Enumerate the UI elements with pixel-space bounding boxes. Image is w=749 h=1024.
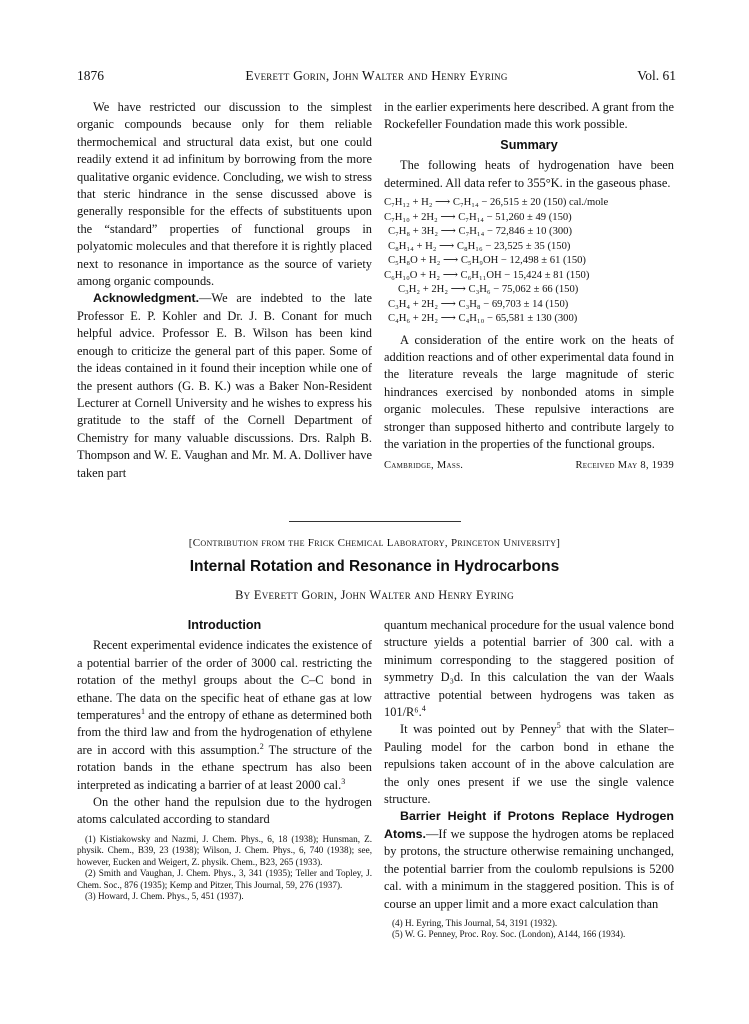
- barrier-paragraph: [384, 808, 674, 912]
- barrier-text: —If we suppose the hydrogen atoms be replaced by protons, the structure otherwise remaining unchanged, the potential barrier from the coulomb repulsions is 5200 cal. with a minimum in the staggered position. This is of course an upper limit and a more exact calculation than: [384, 826, 674, 911]
- reaction-line: C₄H₆ + 2H₂ ⟶ C₄H₁₀ − 65,581 ± 130 (300): [388, 313, 578, 325]
- valence-paragraph: [384, 617, 674, 721]
- introduction-heading: Introduction: [187, 618, 262, 632]
- penney-text: that with the Slater–Pauling model for the carbon bond in ethane the repulsions taken account of in the above calculation are the only ones present if we use the single valence structure.: [384, 722, 674, 807]
- article-right-column: [384, 617, 674, 941]
- reaction-line: C₆H₁₀O + H₂ ⟶ C₆H₁₁OH − 15,424 ± 81 (150): [384, 269, 590, 281]
- reaction-line: C₇H₁₀ + 2H₂ ⟶ C₇H₁₄ − 51,260 ± 49 (150): [384, 211, 572, 223]
- reaction-line: C₅H₈O + H₂ ⟶ C₅H₉OH − 12,498 ± 61 (150): [388, 255, 586, 267]
- prev-article-right-column: [384, 99, 674, 475]
- footnote-ref: 3: [341, 776, 346, 786]
- footnote: (4) H. Eyring, This Journal, 54, 3191 (1932).: [392, 917, 558, 928]
- footnote: (1) Kistiakowsky and Nazmi, J. Chem. Phys., 6, 18 (1938); Hunsman, Z. physik. Chem., B39, 23 (1938); Wilson, J. Chem. Phys., 6, 740 (1938); see, however, Eucken and Weigert, Z. physik. Chem., B23, 265 (1933).: [77, 833, 372, 867]
- footnote-ref: 4: [421, 703, 426, 713]
- acknowledgment-text: —We are indebted to the late Professor E. P. Kohler and Dr. J. B. Conant for much helpful advice. Professor E. B. Wilson has been kind enough to criticize the general part of this paper. Some of the ideas contained in it found their inception while one of the present authors (G. B. K.) was a Baker Non-Resident Lecturer at Cornell University and he wishes to express his gratitude to the staff of the Cornell Department of Chemistry for many valuable discussions. Drs. Ralph B. Thompson and W. E. Vaughan and Mr. M. A. Dolliver have taken part: [77, 291, 372, 480]
- received-date: Received May 8, 1939: [575, 460, 674, 472]
- footnotes-right: [384, 918, 674, 941]
- location-label: Cambridge, Mass.: [384, 460, 464, 472]
- reaction-line: C₇H₈ + 3H₂ ⟶ C₇H₁₄ − 72,846 ± 10 (300): [388, 226, 572, 238]
- valence-text: quantum mechanical procedure for the usual valence bond structure yields a potential barrier of 300 cal. with a minimum corresponding to the staggered position of symmetry D₃d. In this calculation the van der Waals attractive potential between hydrogens was taken as 101/R⁶.: [384, 618, 674, 720]
- acknowledgment-continued: in the earlier experiments here described. A grant from the Rockefeller Foundation made this work possible.: [384, 100, 674, 132]
- acknowledgment-paragraph: [77, 290, 372, 481]
- section-divider: [289, 521, 461, 522]
- footnote-ref: 1: [141, 706, 145, 716]
- article-title: Internal Rotation and Resonance in Hydrocarbons: [189, 558, 560, 575]
- footnote: (5) W. G. Penney, Proc. Roy. Soc. (London), A144, 166 (1934).: [392, 929, 626, 940]
- footnotes-left: [77, 834, 372, 902]
- reaction-line: C₃H₄ + 2H₂ ⟶ C₃H₈ − 69,703 ± 14 (150): [388, 298, 569, 310]
- footnote-ref: 2: [259, 741, 264, 751]
- repulsion-paragraph: On the other hand the repulsion due to the hydrogen atoms calculated according to standard: [77, 795, 372, 827]
- barrier-heading: Barrier Height if Protons Replace Hydrogen Atoms.: [384, 809, 674, 841]
- article-left-column: [77, 617, 372, 902]
- intro-text: and the entropy of ethane as determined both from the third law and from the hydrogenation of ethylene are in accord with this assumption.: [77, 708, 372, 757]
- footnote: (3) Howard, J. Chem. Phys., 5, 451 (1937).: [85, 890, 244, 901]
- reaction-line: C₇H₁₂ + H₂ ⟶ C₇H₁₄ − 26,515 ± 20 (150) cal./mole: [384, 197, 609, 209]
- penney-paragraph: [384, 721, 674, 808]
- hydrogenation-reaction-list: [384, 196, 674, 327]
- introduction-paragraph: [77, 637, 372, 794]
- received-line: [384, 457, 674, 474]
- article-byline: By Everett Gorin, John Walter and Henry Eyring: [235, 588, 514, 602]
- footnote: (2) Smith and Vaughan, J. Chem. Phys., 3, 341 (1935); Teller and Topley, J. Chem. Soc., 876 (1935); Kemp and Pitzer, This Journal, 59, 276 (1937).: [77, 868, 372, 890]
- intro-text: The structure of the rotation bands in the ethane spectrum has also been interpreted as indicating a barrier of at least 2000 cal.: [77, 742, 372, 792]
- reaction-line: C₃H₂ + 2H₂ ⟶ C₃H₆ − 75,062 ± 66 (150): [398, 284, 579, 296]
- summary-conclusion: A consideration of the entire work on the heats of addition reactions and of other experimental data found in the literature reveals the large magnitude of steric hindrances exercised by nonbonded atoms in simple organic molecules. These repulsive interactions are stronger than supposed hitherto and contribute largely to the variation in the properties of the functional groups.: [384, 332, 674, 451]
- summary-heading: Summary: [500, 137, 558, 152]
- acknowledgment-heading: Acknowledgment.: [93, 291, 200, 306]
- volume-label: Vol. 61: [637, 68, 676, 83]
- intro-text: Recent experimental evidence indicates the existence of a potential barrier of the order of 3000 cal. restricting the rotation of the methyl groups about the C–C bond in ethane. The data on the specific heat of ethane gas at low temperatures: [77, 638, 372, 723]
- page-number: 1876: [77, 68, 104, 83]
- prev-article-left-column: [77, 99, 372, 482]
- page-header: [77, 68, 676, 86]
- summary-intro: The following heats of hydrogenation have been determined. All data refer to 355°K. in the gaseous phase.: [384, 158, 674, 190]
- running-head-authors: Everett Gorin, John Walter and Henry Eyring: [245, 68, 508, 83]
- reaction-line: C₈H₁₄ + H₂ ⟶ C₈H₁₆ − 23,525 ± 35 (150): [388, 240, 571, 252]
- footnote-ref: 5: [556, 721, 561, 731]
- conclusion-paragraph: We have restricted our discussion to the simplest organic compounds because only for them reliable thermochemical and structural data exist, but one could readily extend it ad infinitum by borrowing from the more qualitative organic evidence. Concluding, we wish to stress that steric hindrance in the sense discussed above is generally responsible for the effects of substituents upon the “standard” properties of functional groups in polyatomic molecules and that therefore it is rightly placed next to resonance in importance as the source of variety among organic compounds.: [77, 100, 372, 289]
- contribution-line: [Contribution from the Frick Chemical Laboratory, Princeton University]: [188, 537, 561, 549]
- penney-text: It was pointed out by Penney: [400, 722, 557, 737]
